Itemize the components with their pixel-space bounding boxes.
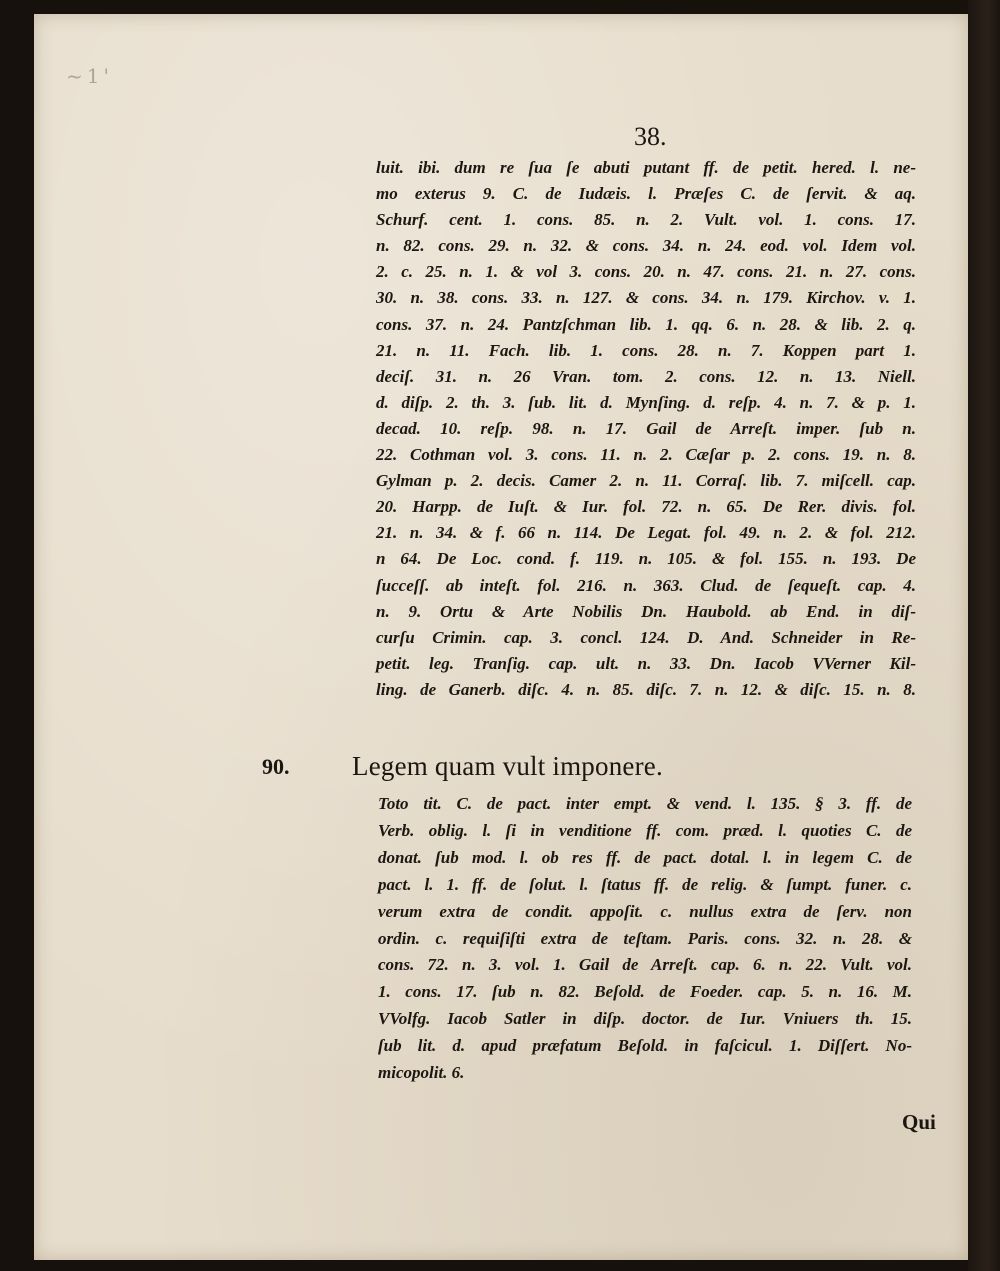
text-line: decad. 10. reſp. 98. n. 17. Gail de Arreſt. imper. ſub n. — [376, 418, 916, 438]
text-line: ſub lit. d. apud præfatum Beſold. in faſcicul. 1. Diſſert. No- — [378, 1036, 912, 1056]
text-line: 30. n. 38. cons. 33. n. 127. & cons. 34. n. 179. Kirchov. v. 1. — [376, 288, 916, 308]
text-line: verum extra de condit. appoſit. c. nullus extra de ſerv. non — [378, 901, 912, 921]
text-line: Toto tit. C. de pact. inter empt. & vend. l. 135. § 3. ff. de — [378, 794, 912, 813]
text-line: Verb. oblig. l. ſi in venditione ff. com. præd. l. quoties C. de — [378, 820, 912, 840]
citation-block-1 — [376, 155, 916, 703]
citation-block-2 — [378, 791, 912, 1087]
text-line: ordin. c. requiſiſti extra de teſtam. Paris. cons. 32. n. 28. & — [378, 928, 912, 948]
marginal-paragraph-number: 90. — [262, 754, 290, 779]
section-heading: Legem quam vult imponere. — [352, 751, 663, 781]
text-line: micopolit. 6. — [378, 1063, 465, 1083]
text-line: 21. n. 34. & f. 66 n. 114. De Legat. fol. 49. n. 2. & fol. 212. — [376, 523, 916, 543]
text-line: curſu Crimin. cap. 3. concl. 124. D. And. Schneider in Re- — [376, 627, 916, 647]
text-line: cons. 37. n. 24. Pantzſchman lib. 1. qq. 6. n. 28. & lib. 2. q. — [376, 314, 916, 334]
text-line: 22. Cothman vol. 3. cons. 11. n. 2. Cæſar p. 2. cons. 19. n. 8. — [376, 445, 916, 465]
text-line: 2. c. 25. n. 1. & vol 3. cons. 20. n. 47. cons. 21. n. 27. cons. — [376, 262, 916, 282]
text-line: VVolfg. Iacob Satler in diſp. doctor. de Iur. Vniuers th. 15. — [378, 1009, 912, 1029]
text-line: n. 9. Ortu & Arte Nobilis Dn. Haubold. ab End. in diſ- — [376, 601, 916, 621]
text-line: 1. cons. 17. ſub n. 82. Beſold. de Foeder. cap. 5. n. 16. M. — [378, 982, 912, 1002]
page-number: 38. — [634, 122, 667, 151]
text-line: 20. Harpp. de Iuſt. & Iur. fol. 72. n. 65. De Rer. divis. fol. — [376, 497, 916, 517]
text-line: donat. ſub mod. l. ob res ff. de pact. dotal. l. in legem C. de — [378, 847, 912, 867]
text-line: mo exterus 9. C. de Iudæis. l. Præſes C. de ſervit. & aq. — [376, 184, 916, 204]
text-line: ſucceſſ. ab inteſt. fol. 216. n. 363. Clud. de ſequeſt. cap. 4. — [376, 575, 916, 595]
text-line: n 64. De Loc. cond. f. 119. n. 105. & fol. 155. n. 193. De — [376, 549, 916, 569]
text-line: deciſ. 31. n. 26 Vran. tom. 2. cons. 12. n. 13. Niell. — [376, 366, 916, 386]
text-line: cons. 72. n. 3. vol. 1. Gail de Arreſt. cap. 6. n. 22. Vult. vol. — [378, 955, 912, 975]
text-line: Gylman p. 2. decis. Camer 2. n. 11. Corraſ. lib. 7. miſcell. cap. — [376, 471, 916, 491]
text-line: 21. n. 11. Fach. lib. 1. cons. 28. n. 7. Koppen part 1. — [376, 340, 916, 360]
text-line: petit. leg. Tranſig. cap. ult. n. 33. Dn. Iacob VVerner Kil- — [376, 653, 916, 673]
text-line: luit. ibi. dum re ſua ſe abuti putant ff. de petit. hered. l. ne- — [376, 158, 916, 177]
text-line: d. diſp. 2. th. 3. ſub. lit. d. Mynſing. d. reſp. 4. n. 7. & p. 1. — [376, 392, 916, 412]
book-binding-edge — [968, 0, 1000, 1271]
text-line: ling. de Ganerb. diſc. 4. n. 85. diſc. 7. n. 12. & diſc. 15. n. 8. — [376, 679, 916, 699]
text-line: n. 82. cons. 29. n. 32. & cons. 34. n. 24. eod. vol. Idem vol. — [376, 236, 916, 256]
catchword: Qui — [902, 1110, 936, 1134]
text-line: Schurf. cent. 1. cons. 85. n. 2. Vult. vol. 1. cons. 17. — [376, 210, 916, 230]
text-line: pact. l. 1. ff. de ſolut. l. ſtatus ff. de relig. & ſumpt. funer. c. — [378, 874, 912, 894]
smudge-mark: ~1' — [66, 64, 113, 88]
top-edge-shadow — [0, 0, 1000, 14]
